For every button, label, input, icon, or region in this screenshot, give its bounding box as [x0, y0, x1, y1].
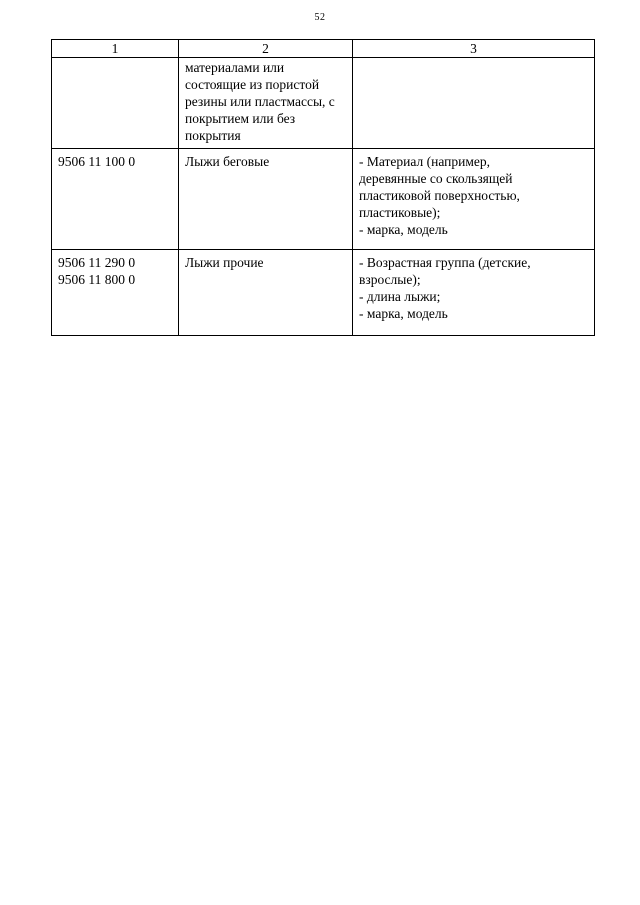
table-header-row	[52, 40, 595, 58]
name-line: покрытием или без	[185, 111, 296, 126]
code-cell	[52, 250, 179, 336]
name-line: покрытия	[185, 128, 241, 143]
code-line: 9506 11 100 0	[58, 154, 136, 169]
attribute-line: - марка, модель	[359, 222, 448, 237]
table-row	[52, 58, 595, 149]
name-cell	[179, 250, 353, 336]
attributes-cell	[353, 149, 595, 250]
code-line: 9506 11 290 0	[58, 255, 136, 270]
attribute-line: пластиковые);	[359, 205, 441, 220]
attributes-cell	[353, 58, 595, 149]
attribute-line: - Материал (например,	[359, 154, 490, 169]
classification-table	[51, 39, 595, 336]
name-line: резины или пластмассы, с	[185, 94, 335, 109]
table-row	[52, 149, 595, 250]
code-cell	[52, 58, 179, 149]
name-line: Лыжи беговые	[185, 154, 270, 169]
name-cell	[179, 149, 353, 250]
name-line: материалами или	[185, 60, 285, 75]
column-header-2: 2	[179, 40, 353, 58]
attribute-line: деревянные со скользящей	[359, 171, 513, 186]
code-line: 9506 11 800 0	[58, 272, 136, 287]
page-number: 52	[314, 12, 326, 23]
attribute-line: - марка, модель	[359, 306, 448, 321]
column-header-1: 1	[52, 40, 179, 58]
name-line: Лыжи прочие	[185, 255, 264, 270]
attribute-line: - Возрастная группа (детские,	[359, 255, 531, 270]
attribute-line: - длина лыжи;	[359, 289, 441, 304]
code-cell	[52, 149, 179, 250]
table-row	[52, 250, 595, 336]
attribute-line: взрослые);	[359, 272, 421, 287]
name-line: состоящие из пористой	[185, 77, 320, 92]
name-cell	[179, 58, 353, 149]
column-header-3: 3	[353, 40, 595, 58]
attribute-line: пластиковой поверхностью,	[359, 188, 520, 203]
attributes-cell	[353, 250, 595, 336]
